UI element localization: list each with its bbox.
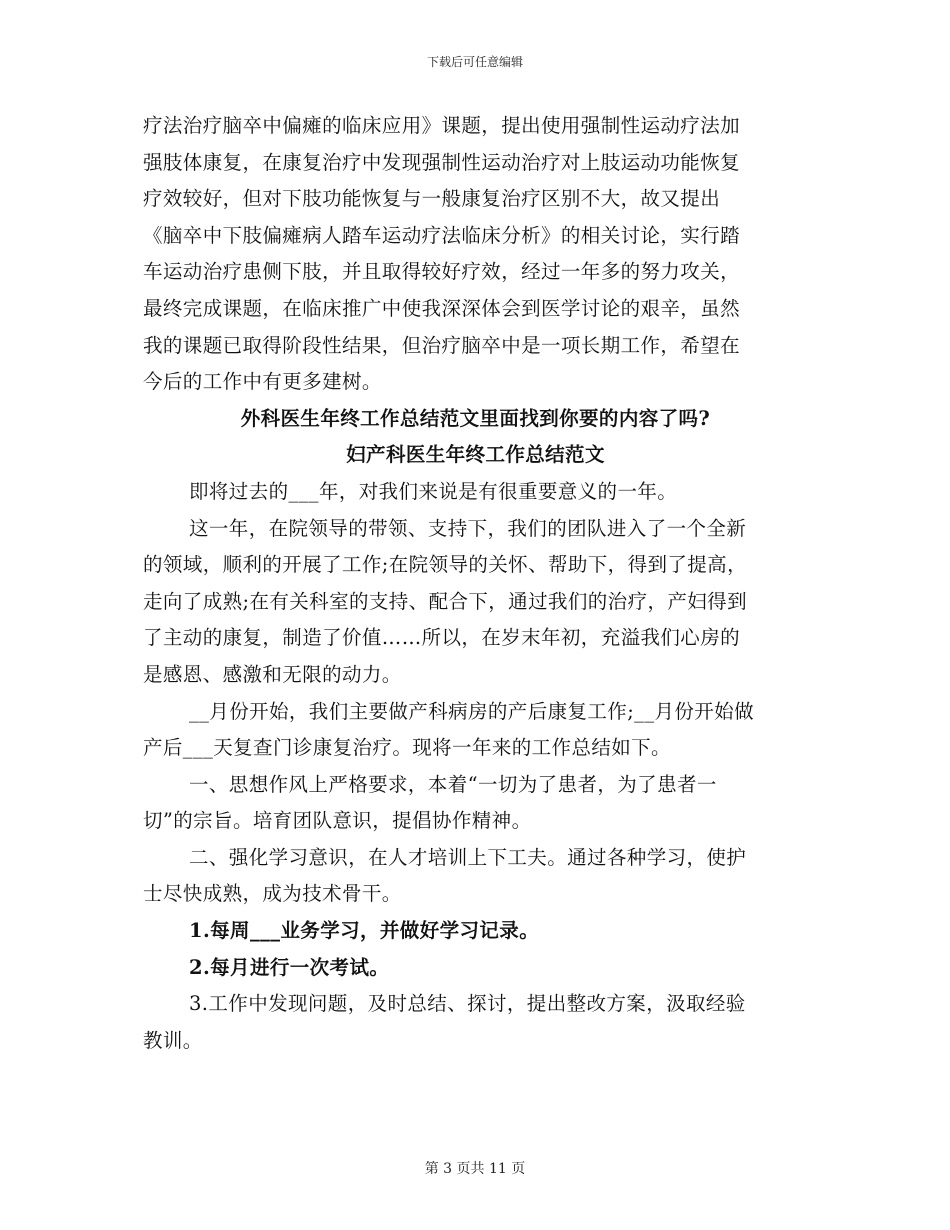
paragraph-line: 了主动的康复，制造了价值……所以，在岁末年初，充溢我们心房的	[143, 626, 741, 650]
text-line: 《脑卒中下肢偏瘫病人踏车运动疗法临床分析》的相关讨论，实行踏	[143, 223, 741, 247]
text-line: 最终完成课题，在临床推广中使我深深体会到医学讨论的艰辛，虽然	[143, 296, 741, 320]
list-item: 2.每月进行一次考试。	[189, 955, 390, 979]
list-item: 1.每周___业务学习，并做好学习记录。	[189, 919, 540, 943]
paragraph-line: 士尽快成熟，成为技术骨干。	[143, 882, 402, 906]
page-header: 下载后可任意编辑	[426, 55, 523, 69]
paragraph-line: 走向了成熟;在有关科室的支持、配合下，通过我们的治疗，产妇得到	[143, 589, 747, 613]
paragraph-line: 的领域，顺利的开展了工作;在院领导的关怀、帮助下，得到了提高，	[143, 553, 747, 577]
paragraph-line: 产后___天复查门诊康复治疗。现将一年来的工作总结如下。	[143, 736, 671, 760]
paragraph-line: 二、强化学习意识，在人才培训上下工夫。通过各种学习，使护	[189, 845, 747, 869]
related-article-link[interactable]: 外科医生年终工作总结范文里面找到你要的内容了吗?	[240, 406, 711, 430]
text-line: 车运动治疗患侧下肢，并且取得较好疗效，经过一年多的努力攻关，	[143, 260, 741, 284]
document-title: 妇产科医生年终工作总结范文	[346, 443, 605, 467]
page-footer: 第 3 页共 11 页	[424, 1161, 526, 1177]
text-line: 我的课题已取得阶段性结果，但治疗脑卒中是一项长期工作，希望在	[143, 333, 741, 357]
paragraph-line: 一、思想作风上严格要求，本着“一切为了患者，为了患者一	[189, 772, 717, 796]
paragraph-line: __月份开始，我们主要做产科病房的产后康复工作;__月份开始做	[189, 699, 754, 723]
document-body	[143, 108, 808, 1059]
paragraph-line: 切”的宗旨。培育团队意识，提倡协作精神。	[143, 809, 532, 833]
paragraph-line: 这一年，在院领导的带领、支持下，我们的团队进入了一个全新	[189, 516, 747, 540]
text-line: 疗效较好，但对下肢功能恢复与一般康复治疗区别不大，故又提出	[143, 187, 721, 211]
paragraph-line: 教训。	[143, 1028, 203, 1052]
text-line: 疗法治疗脑卒中偏瘫的临床应用》课题，提出使用强制性运动疗法加	[143, 114, 741, 137]
text-line: 今后的工作中有更多建树。	[143, 370, 382, 394]
paragraph-line: 是感恩、感激和无限的动力。	[143, 662, 402, 686]
text-line: 强肢体康复，在康复治疗中发现强制性运动治疗对上肢运动功能恢复	[143, 150, 741, 174]
paragraph-line: 即将过去的___年，对我们来说是有很重要意义的一年。	[189, 479, 678, 503]
list-item: 3.工作中发现问题，及时总结、探讨，提出整改方案，汲取经验	[189, 992, 746, 1016]
